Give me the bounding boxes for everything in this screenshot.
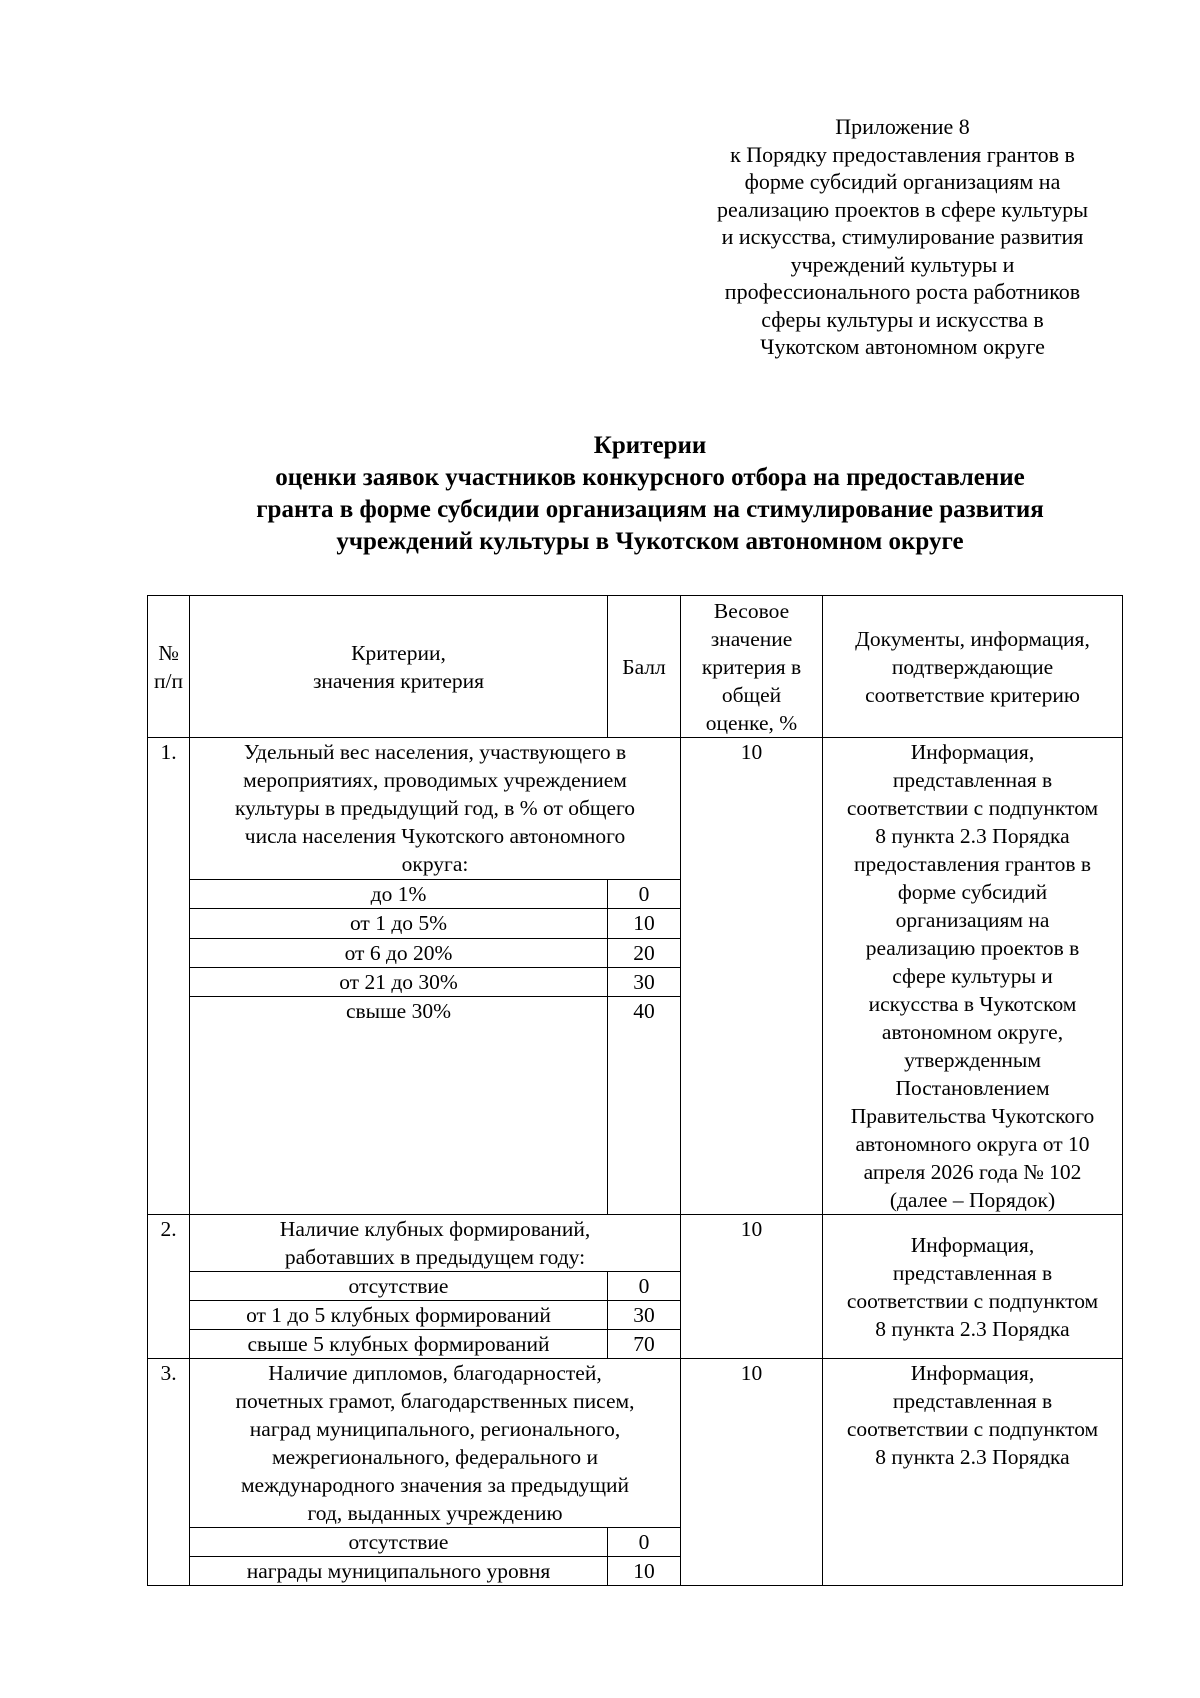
value-score: 20	[608, 938, 681, 967]
criterion-weight: 10	[681, 738, 823, 1215]
appendix-line: к Порядку предоставления грантов в	[730, 141, 1075, 167]
header-weight-line: значение	[710, 626, 793, 651]
criterion-text	[190, 738, 681, 880]
docs-line: представленная в	[892, 1389, 1053, 1413]
table-row	[148, 1215, 1123, 1272]
header-weight-line: оценке, %	[705, 710, 798, 735]
criterion-line: работавших в предыдущем году:	[284, 1245, 586, 1269]
appendix-line: профессионального роста работников	[724, 279, 1081, 304]
value-label: награды муниципального уровня	[190, 1557, 608, 1586]
docs-line: 8 пункта 2.3 Порядка	[875, 1316, 1070, 1341]
value-score: 30	[608, 1301, 681, 1330]
value-score: 10	[608, 1557, 681, 1586]
row-number: 2.	[148, 1215, 190, 1359]
docs-line: предоставления грантов в	[853, 852, 1092, 876]
header-score: Балл	[608, 596, 681, 738]
criterion-line: культуры в предыдущий год, в % от общего	[234, 796, 636, 820]
docs-line: соответствии с подпунктом	[846, 1417, 1099, 1441]
header-criteria-line: значения критерия	[312, 668, 485, 693]
criterion-weight: 10	[681, 1215, 823, 1359]
appendix-line: форме субсидий организациям на	[744, 169, 1061, 194]
header-criteria-line: Критерии,	[351, 640, 446, 665]
appendix-line: Приложение 8	[835, 114, 970, 139]
table-row	[148, 738, 1123, 880]
docs-line: Информация,	[910, 1361, 1035, 1385]
header-docs	[823, 596, 1123, 738]
value-label: от 6 до 20%	[190, 938, 608, 967]
value-score: 0	[608, 880, 681, 909]
table-header-row	[148, 596, 1123, 738]
criterion-text	[190, 1359, 681, 1528]
criterion-line: Наличие дипломов, благодарностей,	[268, 1361, 602, 1385]
criterion-line: межрегионального, федерального и	[271, 1445, 599, 1469]
docs-line: соответствии с подпунктом	[846, 796, 1099, 820]
docs-line: искусства в Чукотском	[868, 992, 1077, 1016]
docs-line: апреля 2026 года № 102	[863, 1160, 1082, 1184]
appendix-line: реализацию проектов в сфере культуры	[717, 196, 1088, 222]
criterion-line: почетных грамот, благодарственных писем,	[235, 1389, 635, 1413]
value-score: 10	[608, 909, 681, 938]
value-label: свыше 30%	[190, 997, 608, 1215]
value-score: 70	[608, 1330, 681, 1359]
appendix-line: сферы культуры и искусства в	[761, 306, 1044, 332]
criterion-line: мероприятиях, проводимых учреждением	[243, 768, 627, 792]
docs-line: представленная в	[892, 768, 1053, 792]
value-score: 0	[608, 1272, 681, 1301]
appendix-header	[690, 113, 1115, 361]
row-number: 3.	[148, 1359, 190, 1586]
value-score: 0	[608, 1528, 681, 1557]
criterion-docs	[823, 1359, 1123, 1586]
header-weight	[681, 596, 823, 738]
criterion-line: Наличие клубных формирований,	[279, 1217, 591, 1241]
value-label: отсутствие	[190, 1272, 608, 1301]
header-docs-line: подтверждающие	[891, 654, 1054, 679]
document-title	[0, 430, 1200, 558]
docs-line: Информация,	[910, 740, 1035, 764]
header-num-line: №	[158, 640, 179, 665]
docs-line: реализацию проектов в	[865, 936, 1080, 960]
criterion-docs	[823, 738, 1123, 1215]
criterion-line: округа:	[401, 852, 469, 876]
title-line: гранта в форме субсидии организациям на стимулирование развития	[256, 496, 1044, 523]
header-num-line: п/п	[154, 668, 183, 693]
criterion-weight: 10	[681, 1359, 823, 1586]
title-line: учреждений культуры в Чукотском автономном округе	[336, 528, 964, 555]
docs-line: Информация,	[910, 1232, 1035, 1257]
criterion-docs	[823, 1215, 1123, 1359]
docs-line: соответствии с подпунктом	[846, 1288, 1099, 1313]
criterion-line: наград муниципального, регионального,	[249, 1417, 621, 1441]
docs-line: организациям на	[895, 908, 1050, 932]
docs-line: Правительства Чукотского	[850, 1104, 1095, 1128]
docs-line: автономного округа от 10	[855, 1132, 1090, 1156]
docs-line: представленная в	[892, 1260, 1053, 1285]
header-weight-line: общей	[721, 682, 782, 707]
header-num	[148, 596, 190, 738]
value-label: отсутствие	[190, 1528, 608, 1557]
value-label: свыше 5 клубных формирований	[190, 1330, 608, 1359]
appendix-line: и искусства, стимулирование развития	[721, 224, 1084, 249]
header-weight-line: Весовое	[713, 598, 790, 623]
header-docs-line: соответствие критерию	[865, 682, 1080, 707]
docs-line: Постановлением	[895, 1076, 1050, 1100]
docs-line: форме субсидий	[897, 880, 1048, 904]
row-number: 1.	[148, 738, 190, 1215]
appendix-line: учреждений культуры и	[790, 251, 1015, 277]
table-row	[148, 1359, 1123, 1528]
criterion-line: числа населения Чукотского автономного	[244, 824, 626, 848]
value-score: 40	[608, 997, 681, 1215]
criterion-line: международного значения за предыдущий	[240, 1473, 630, 1497]
value-label: до 1%	[190, 880, 608, 909]
header-criteria	[190, 596, 608, 738]
header-weight-line: критерия в	[701, 654, 802, 679]
value-label: от 1 до 5%	[190, 909, 608, 938]
docs-line: утвержденным	[904, 1048, 1041, 1072]
criterion-line: год, выданных учреждению	[307, 1501, 563, 1525]
criterion-line: Удельный вес населения, участвующего в	[243, 740, 627, 764]
docs-line: 8 пункта 2.3 Порядка	[875, 1445, 1070, 1469]
criterion-text	[190, 1215, 681, 1272]
title-line: оценки заявок участников конкурсного отбора на предоставление	[275, 464, 1025, 491]
docs-line: (далее – Порядок)	[889, 1188, 1056, 1212]
value-score: 30	[608, 967, 681, 996]
criteria-table	[147, 595, 1123, 1586]
header-docs-line: Документы, информация,	[855, 626, 1090, 651]
value-label: от 21 до 30%	[190, 967, 608, 996]
value-label: от 1 до 5 клубных формирований	[190, 1301, 608, 1330]
docs-line: автономном округе,	[881, 1020, 1064, 1044]
docs-line: 8 пункта 2.3 Порядка	[875, 824, 1070, 848]
docs-line: сфере культуры и	[892, 964, 1053, 988]
appendix-line: Чукотском автономном округе	[760, 334, 1045, 359]
title-line: Критерии	[593, 432, 707, 459]
